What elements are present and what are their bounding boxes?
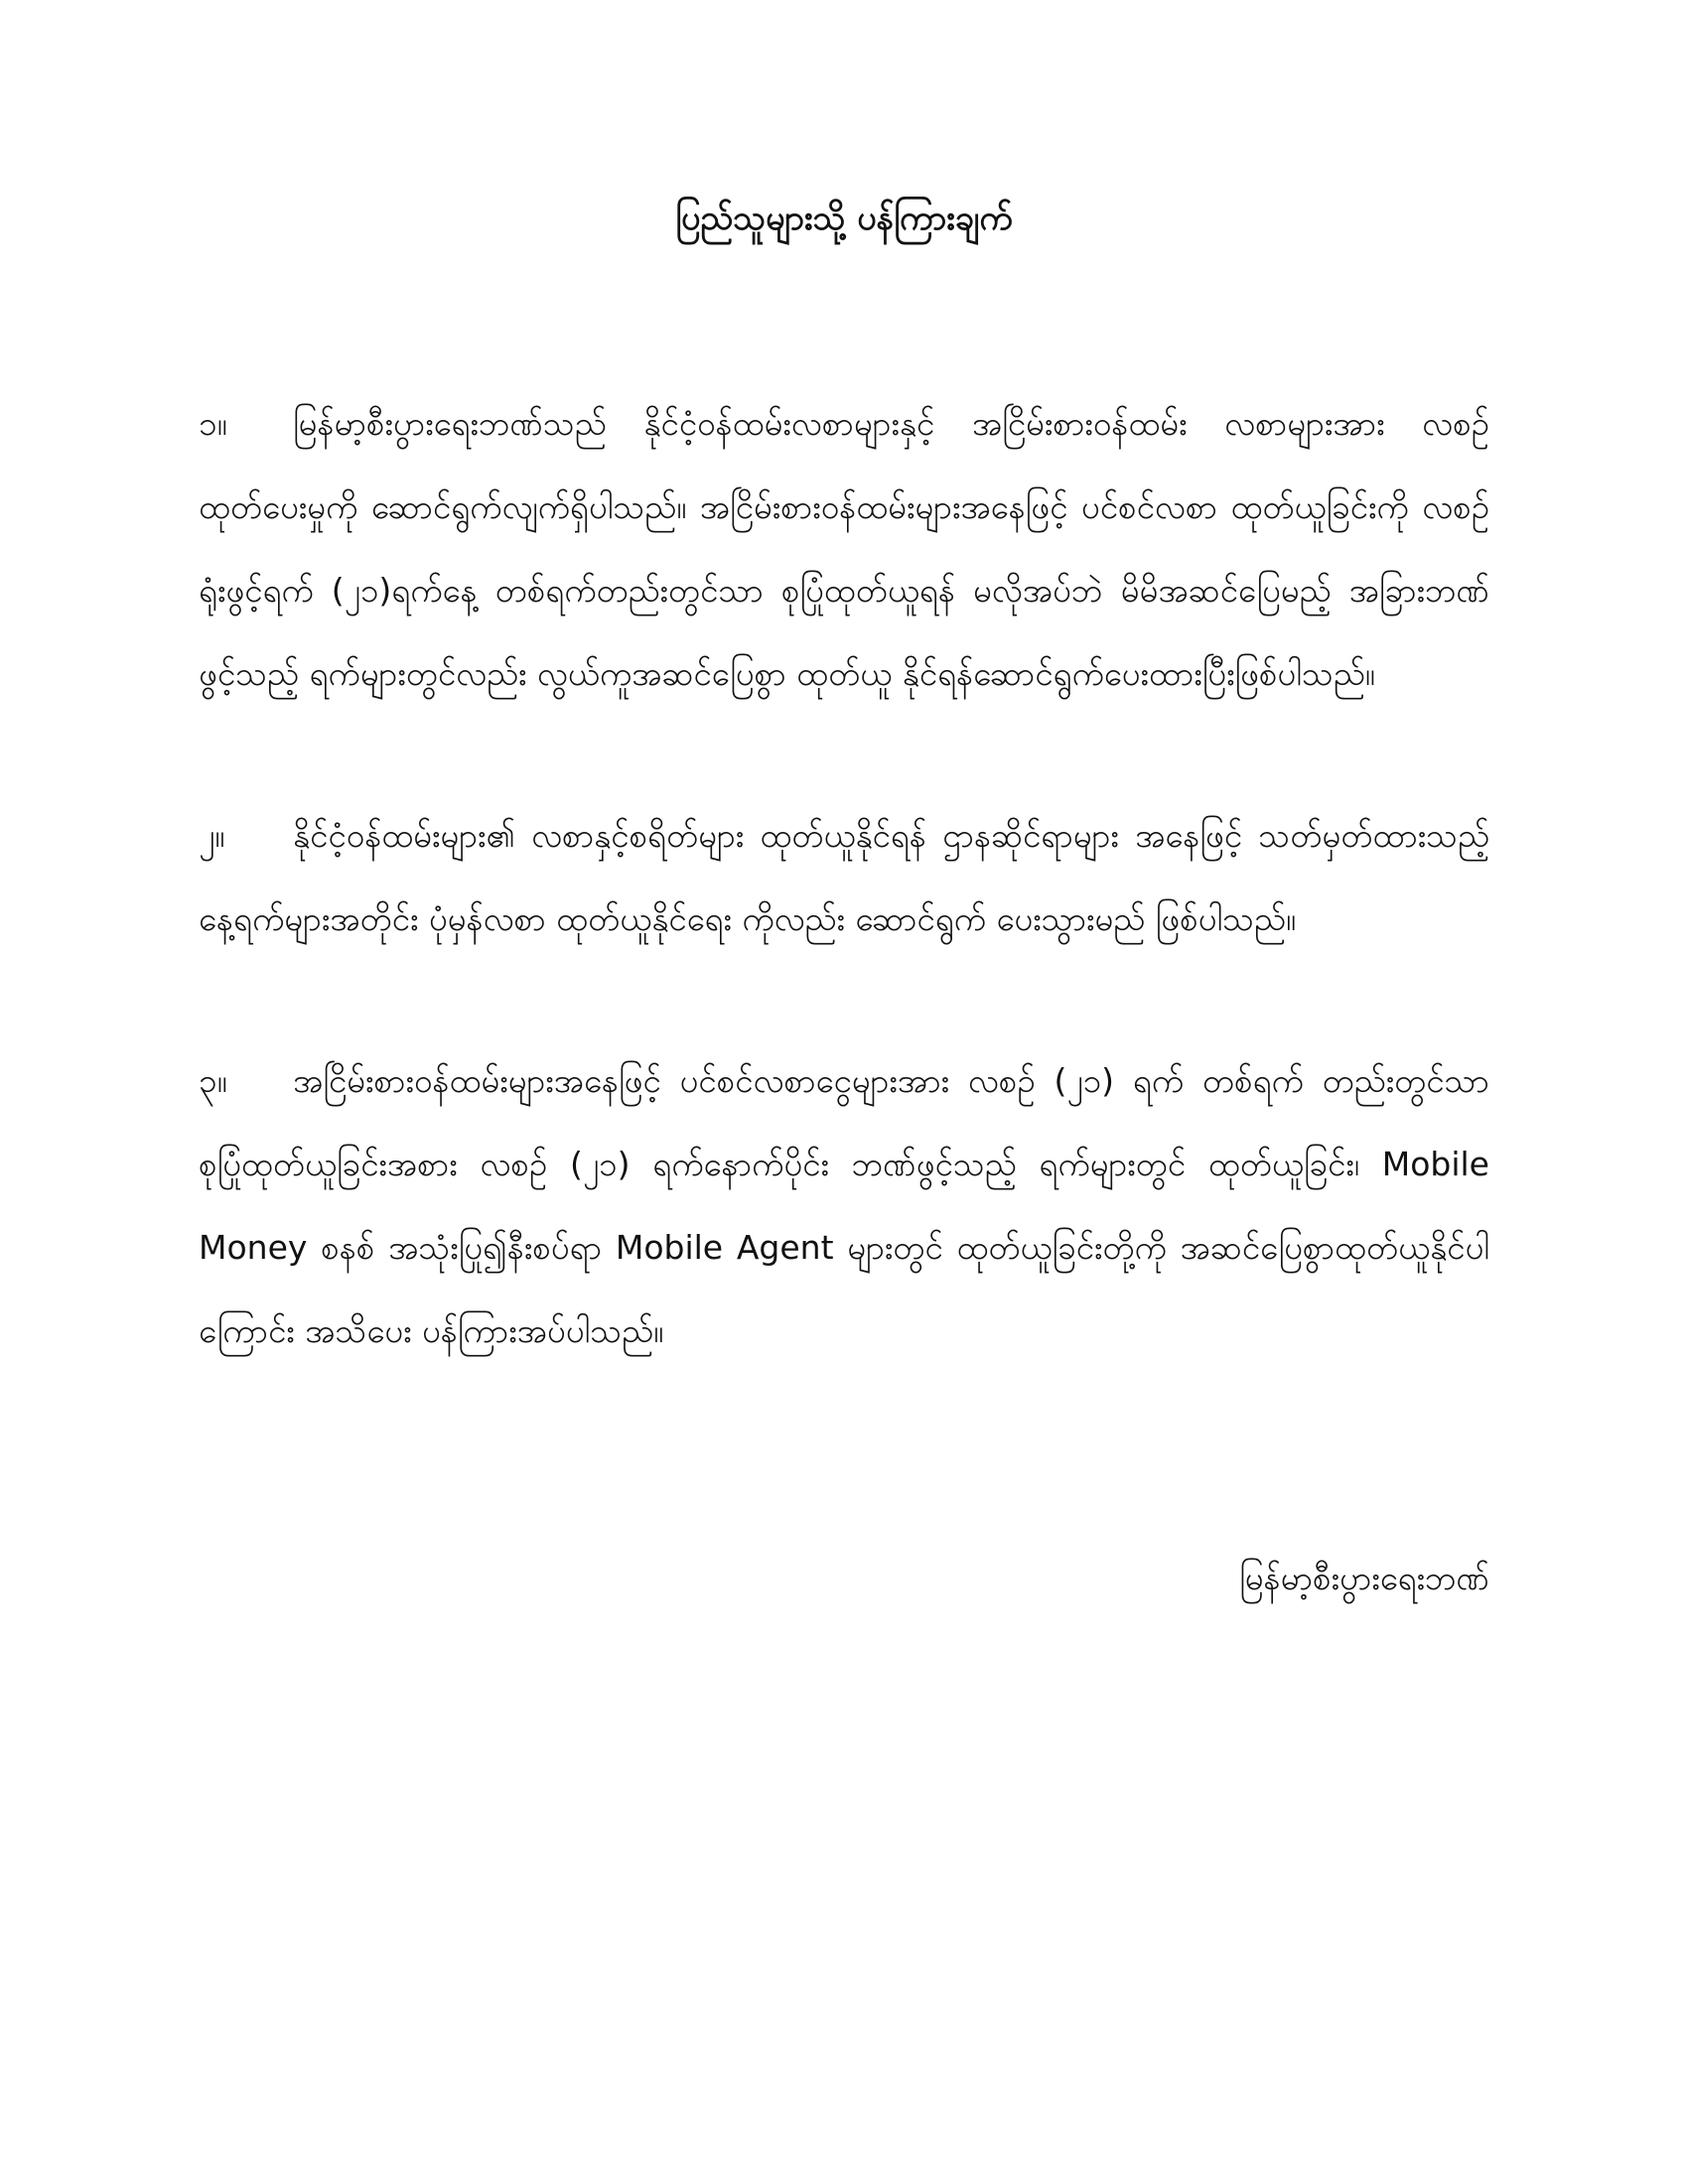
paragraph-text: အငြိမ်းစားဝန်ထမ်းများအနေဖြင့် ပင်စင်လစာငွေများအား လစဉ် (၂၁) ရက် တစ်ရက် တည်းတွင်သာ စုပြုံထုတ်ယူခြင်းအစား လစဉ် (၂၁) ရက်နောက်ပိုင်း ဘဏ်ဖွင့်သည့် ရက်များတွင် ထုတ်ယူခြင်း၊ Mobile Money စနစ် အသုံးပြု၍နီးစပ်ရာ Mobile Agent များတွင် ထုတ်ယူခြင်းတို့ကို အဆင်ပြေစွာထုတ်ယူနိုင်ပါကြောင်း အသိပေး ပန်ကြားအပ်ပါသည်။ [199,1061,1489,1350]
paragraph-number: ၂။ [199,816,225,855]
signature: မြန်မာ့စီးပွားရေးဘဏ် [1239,1559,1489,1597]
paragraph-number: ၃။ [199,1061,227,1100]
paragraph-number: ၁။ [199,404,227,443]
paragraph-3 [199,1039,1489,1373]
paragraph-2 [199,794,1489,961]
paragraph-1 [199,382,1489,716]
document-title: ပြည်သူများသို့ ပန်ကြားချက် [675,199,1013,238]
paragraph-text: နိုင်ငံ့ဝန်ထမ်းများ၏ လစာနှင့်စရိတ်များ ထုတ်ယူနိုင်ရန် ဌာနဆိုင်ရာများ အနေဖြင့် သတ်မှတ်ထားသည့် နေ့ရက်များအတိုင်း ပုံမှန်လစာ ထုတ်ယူနိုင်ရေး ကိုလည်း ဆောင်ရွက် ပေးသွားမည် ဖြစ်ပါသည်။ [199,816,1489,938]
paragraph-text: မြန်မာ့စီးပွားရေးဘဏ်သည် နိုင်ငံ့ဝန်ထမ်းလစာများနှင့် အငြိမ်းစားဝန်ထမ်း လစာများအား လစဉ်ထုတ်ပေးမှုကို ဆောင်ရွက်လျက်ရှိပါသည်။ အငြိမ်းစားဝန်ထမ်းများအနေဖြင့် ပင်စင်လစာ ထုတ်ယူခြင်းကို လစဉ် ရုံးဖွင့်ရက် (၂၁)ရက်နေ့ တစ်ရက်တည်းတွင်သာ စုပြုံထုတ်ယူရန် မလိုအပ်ဘဲ မိမိအဆင်ပြေမည့် အခြားဘဏ် ဖွင့်သည့် ရက်များတွင်လည်း လွယ်ကူအဆင်ပြေစွာ ထုတ်ယူ နိုင်ရန်ဆောင်ရွက်ပေးထားပြီးဖြစ်ပါသည်။ [199,404,1489,693]
